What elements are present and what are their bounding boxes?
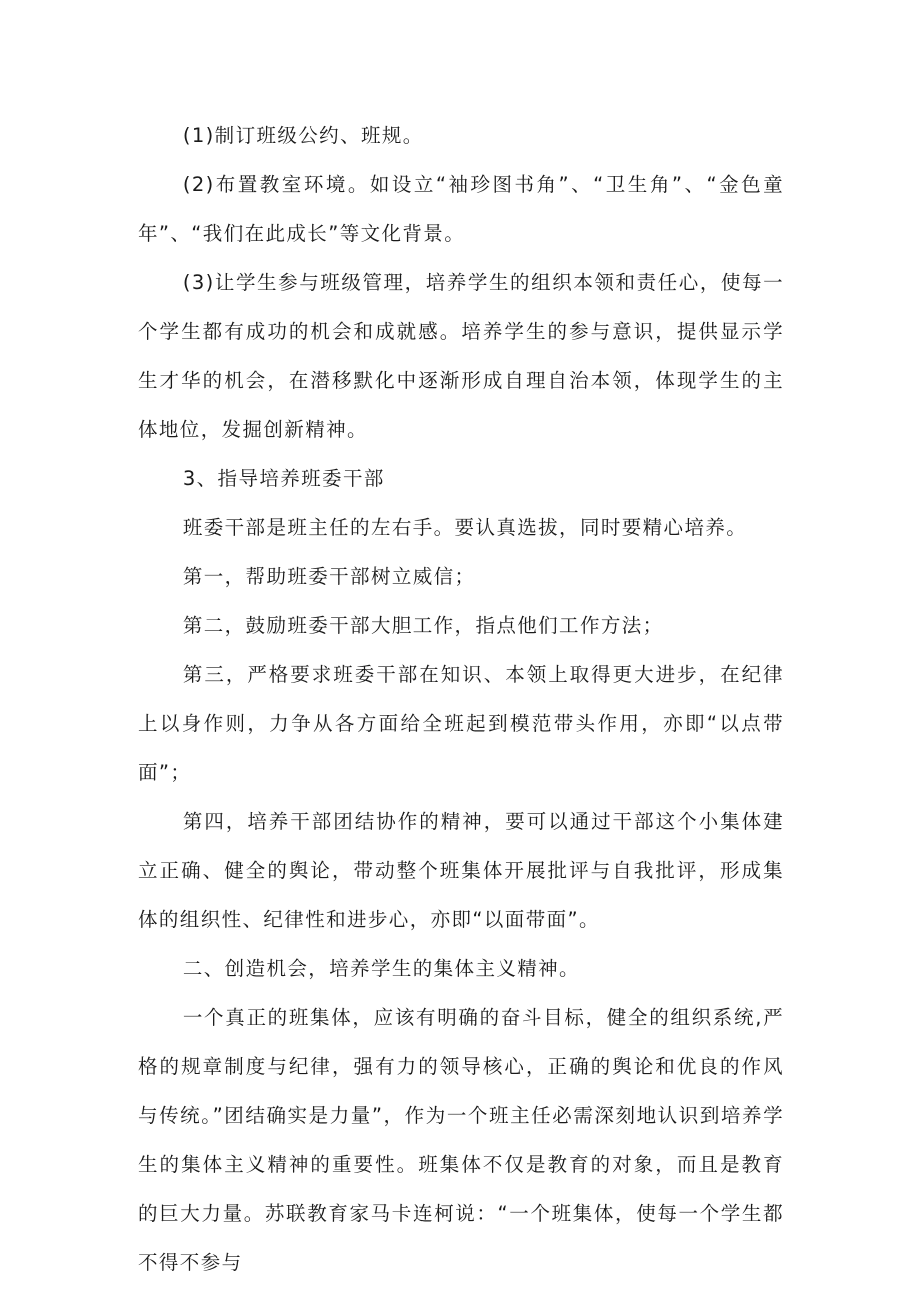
paragraph-first-point: 第一，帮助班委干部树立威信； xyxy=(182,565,476,588)
section-heading-class-cadres: 3、指导培养班委干部 xyxy=(182,467,385,490)
paragraph-classroom-environment: (2)布置教室环境。如设立“袖珍图书角”、“卫生角”、“金色童年”、“我们在此成长”等文化背景。 xyxy=(138,173,784,245)
paragraph-collectivism-body: 一个真正的班集体，应该有明确的奋斗目标，健全的组织系统,严格的规章制度与纪律，强有力的领导核心，正确的舆论和优良的作风与传统。”团结确实是力量”，作为一个班主任必需深刻地认识到培养学生的集体主义精神的重要性。班集体不仅是教育的对象，而且是教育的巨大力量。苏联教育家马卡连柯说：“一个班集体，使每一个学生都不得不参与 xyxy=(138,1006,784,1274)
paragraph-class-rules: (1)制订班级公约、班规。 xyxy=(182,124,424,147)
paragraph-cadre-intro: 班委干部是班主任的左右手。要认真选拔，同时要精心培养。 xyxy=(182,516,748,539)
document-body xyxy=(138,111,784,1287)
paragraph-third-point: 第三，严格要求班委干部在知识、本领上取得更大进步，在纪律上以身作则，力争从各方面给全班起到模范带头作用，亦即“以点带面”； xyxy=(138,663,784,784)
paragraph-second-point: 第二，鼓励班委干部大胆工作，指点他们工作方法； xyxy=(182,614,664,637)
paragraph-fourth-point: 第四，培养干部团结协作的精神，要可以通过干部这个小集体建立正确、健全的舆论，带动整个班集体开展批评与自我批评，形成集体的组织性、纪律性和进步心，亦即“以面带面”。 xyxy=(138,810,784,931)
paragraph-student-management: (3)让学生参与班级管理，培养学生的组织本领和责任心，使每一个学生都有成功的机会和成就感。培养学生的参与意识，提供显示学生才华的机会，在潜移默化中逐渐形成自理自治本领，体现学生的主体地位，发掘创新精神。 xyxy=(138,271,784,441)
section-heading-collectivism: 二、创造机会，培养学生的集体主义精神。 xyxy=(182,957,580,980)
